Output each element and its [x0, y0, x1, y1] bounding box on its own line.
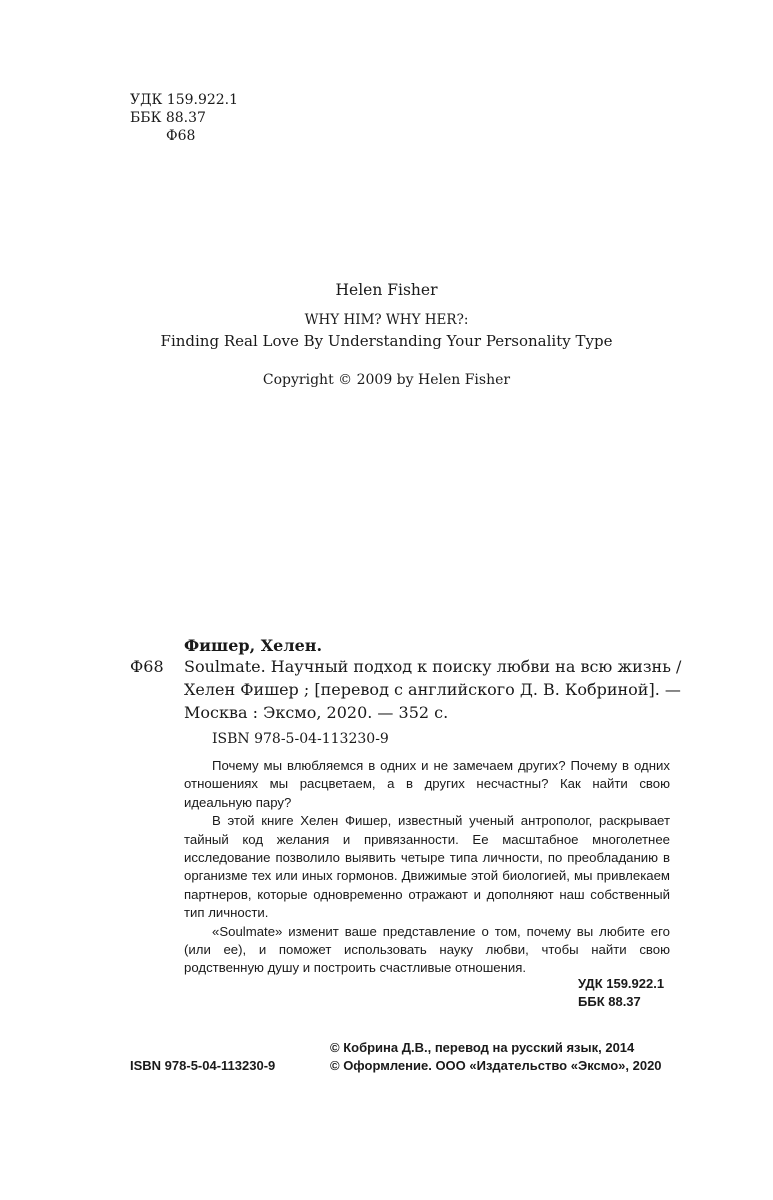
imprint-copyright-translation: © Кобрина Д.В., перевод на русский язык, 2014: [330, 1040, 635, 1055]
annotation: [184, 757, 670, 978]
original-copyright: Copyright © 2009 by Helen Fisher: [262, 372, 511, 388]
record-heading: Фишер, Хелен.: [184, 636, 323, 655]
record-line-1: Soulmate. Научный подход к поиску любви на всю жизнь /: [184, 657, 682, 676]
udk-bottom: УДК 159.922.1: [578, 976, 665, 991]
record-line-2: Хелен Фишер ; [перевод с английского Д. В. Кобриной]. —: [184, 680, 681, 699]
annotation-paragraph-1: Почему мы влюбляемся в одних и не замечаем других? Почему в одних отношениях мы расцветаем, а в других несчастны? Как найти свою идеальную пару?: [184, 758, 670, 810]
imprint-copyright-design: © Оформление. ООО «Издательство «Эксмо», 2020: [330, 1058, 662, 1073]
annotation-paragraph-3: «Soulmate» изменит ваше представление о том, почему вы любите его (или ее), и поможет использовать науку любви, чтобы найти свою родственную душу и построить счастливые отношения.: [184, 923, 670, 976]
author-code-top: Ф68: [166, 128, 196, 144]
imprint-isbn: ISBN 978-5-04-113230-9: [130, 1058, 276, 1073]
original-title-line2: Finding Real Love By Understanding Your Personality Type: [160, 332, 613, 350]
record-author-code: Ф68: [130, 657, 164, 676]
record-isbn: ISBN 978-5-04-113230-9: [212, 731, 389, 747]
original-author: Helen Fisher: [335, 281, 438, 299]
annotation-paragraph-2: В этой книге Хелен Фишер, известный ученый антрополог, раскрывает тайный код желания и привязанности. Ее масштабное многолетнее исследование позволило выявить четыре типа личности, по преобладанию в организме тех или иных гормонов. Движимые этой биологией, мы привлекаем партнеров, которые одновременно отражают и дополняют наш собственный тип личности.: [184, 813, 670, 921]
bbk-bottom: ББК 88.37: [578, 994, 641, 1009]
record-line-3: Москва : Эксмо, 2020. — 352 с.: [184, 703, 449, 722]
original-title-line1: WHY HIM? WHY HER?:: [304, 312, 469, 328]
udk-top: УДК 159.922.1: [130, 92, 239, 108]
bbk-top: ББК 88.37: [130, 110, 206, 126]
